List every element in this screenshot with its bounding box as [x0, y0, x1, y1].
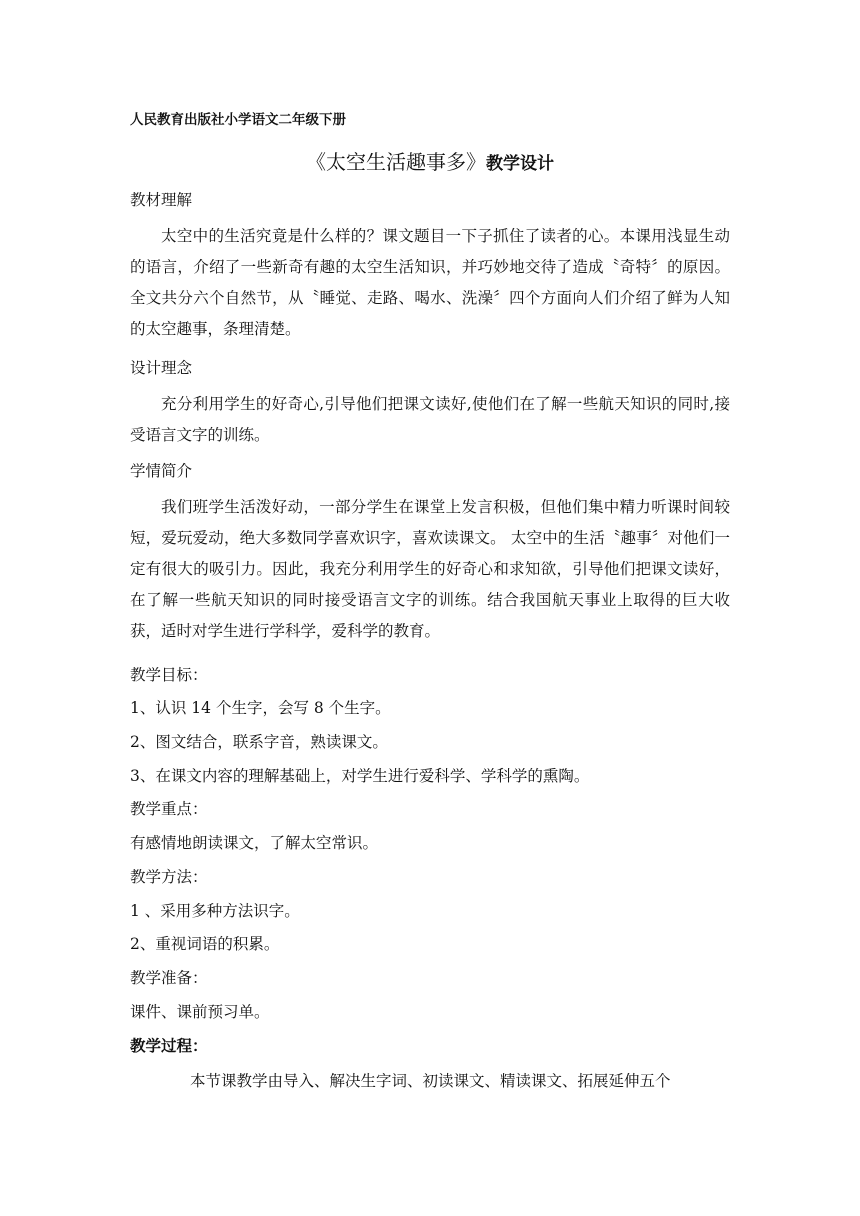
prep-text: 课件、课前预习单。 — [130, 1003, 270, 1021]
section-heading-focus: 教学重点： — [130, 800, 208, 818]
focus-text: 有感情地朗读课文，了解太空常识。 — [130, 834, 379, 852]
title-sub: 教学设计 — [486, 154, 554, 174]
document-title — [0, 148, 860, 178]
section-heading-prep: 教学准备： — [130, 969, 208, 987]
goal-item-1: 1、认识 14 个生字，会写 8 个生字。 — [130, 699, 391, 717]
section-heading-students: 学情简介 — [130, 462, 193, 480]
paragraph-concept: 充分利用学生的好奇心,引导他们把课文读好,使他们在了解一些航天知识的同时,接受语言文字的训练。 — [130, 395, 730, 444]
paragraph-textbook: 太空中的生活究竟是什么样的？课文题目一下子抓住了读者的心。本课用浅显生动的语言，介绍了一些新奇有趣的太空生活知识，并巧妙地交待了造成〝奇特〞的原因。全文共分六个自然节，从〝睡觉、走路、喝水、洗澡〞四个方面向人们介绍了鲜为人知的太空趣事，条理清楚。 — [130, 227, 730, 338]
goal-item-2: 2、图文结合，联系字音，熟读课文。 — [130, 733, 388, 751]
method-item-1: 1 、采用多种方法识字。 — [130, 902, 300, 920]
section-heading-textbook: 教材理解 — [130, 191, 193, 209]
paragraph-students: 我们班学生活泼好动，一部分学生在课堂上发言积极，但他们集中精力听课时间较短，爱玩爱动，绝大多数同学喜欢识字，喜欢读课文。 太空中的生活〝趣事〞对他们一定有很大的吸引力。因此，我充分利用学生的好奇心和求知欲，引导他们把课文读好，在了解一些航天知识的同时接受语言文字的训练。结合我国航天事业上取得的巨大收获，适时对学生进行学科学，爱科学的教育。 — [130, 498, 730, 640]
method-item-2: 2、重视词语的积累。 — [130, 935, 280, 953]
title-main: 《太空生活趣事多》 — [306, 150, 486, 174]
section-heading-concept: 设计理念 — [130, 359, 193, 377]
publisher-line: 人民教育出版社小学语文二年级下册 — [130, 112, 346, 128]
process-text: 本节课教学由导入、解决生字词、初读课文、精读课文、拓展延伸五个 — [190, 1072, 671, 1090]
goal-item-3: 3、在课文内容的理解基础上，对学生进行爱科学、学科学的熏陶。 — [130, 767, 590, 785]
section-heading-methods: 教学方法： — [130, 868, 208, 886]
section-heading-goals: 教学目标： — [130, 666, 208, 684]
section-heading-process: 教学过程： — [130, 1037, 208, 1055]
